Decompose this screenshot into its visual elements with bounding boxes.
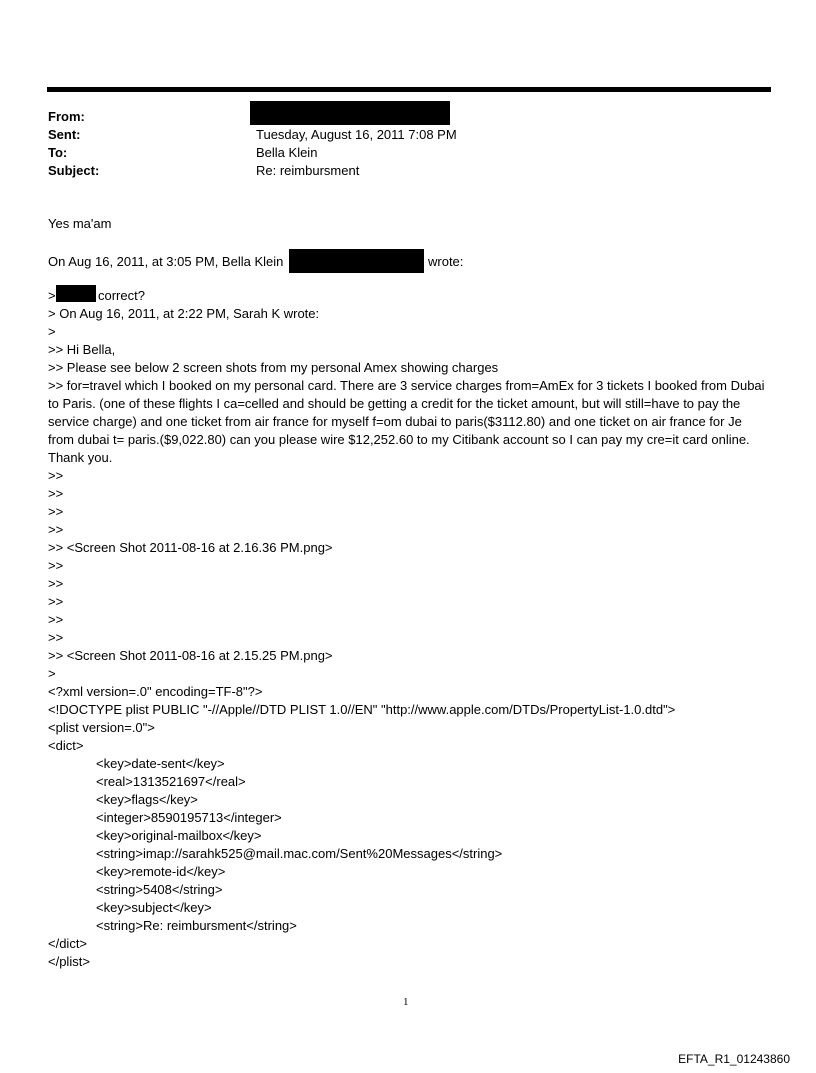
subject-value: Re: reimbursment	[256, 163, 360, 178]
quote-line-correct: correct?	[98, 288, 145, 303]
quote-line: > On Aug 16, 2011, at 2:22 PM, Sarah K wrote:	[48, 306, 320, 321]
quote-line-prefix: >	[48, 288, 56, 303]
header-rule	[47, 87, 771, 92]
from-label: From:	[48, 109, 85, 124]
attachment-line: >> <Screen Shot 2011-08-16 at 2.15.25 PM.png>	[48, 648, 333, 663]
from-redaction	[250, 101, 450, 125]
quote-line: >	[48, 324, 56, 339]
xml-dict-close: </dict>	[48, 936, 88, 951]
quote-line: >>	[48, 630, 64, 645]
quote-line: >>	[48, 594, 64, 609]
quote-intro-after: wrote:	[428, 254, 464, 269]
xml-line: <key>original-mailbox</key>	[96, 828, 262, 843]
attachment-line: >> <Screen Shot 2011-08-16 at 2.16.36 PM.png>	[48, 540, 333, 555]
page-number: 1	[403, 996, 409, 1008]
xml-line: <key>subject</key>	[96, 900, 212, 915]
sent-value: Tuesday, August 16, 2011 7:08 PM	[256, 127, 457, 142]
bates-number: EFTA_R1_01243860	[678, 1052, 790, 1066]
name-redaction	[56, 285, 96, 302]
to-value: Bella Klein	[256, 145, 318, 160]
quote-line: >>	[48, 612, 64, 627]
xml-declaration: <?xml version=.0" encoding=TF-8"?>	[48, 684, 263, 699]
xml-dict-open: <dict>	[48, 738, 84, 753]
quote-line: >>	[48, 558, 64, 573]
xml-line: <string>imap://sarahk525@mail.mac.com/Sent%20Messages</string>	[96, 846, 503, 861]
xml-plist-close: </plist>	[48, 954, 90, 969]
xml-line: <key>remote-id</key>	[96, 864, 226, 879]
quote-line: >>	[48, 468, 64, 483]
xml-plist-open: <plist version=.0">	[48, 720, 155, 735]
xml-doctype: <!DOCTYPE plist PUBLIC "-//Apple//DTD PLIST 1.0//EN" "http://www.apple.com/DTDs/PropertyList-1.0.dtd">	[48, 702, 676, 717]
quote-line: >>	[48, 522, 64, 537]
quote-paragraph: >> for=travel which I booked on my personal card. There are 3 service charges from=AmEx for 3 tickets I booked from Dubai to Paris. (one of these flights I ca=celled and should be getting a credit for the ticket amount, but will still=have to pay the service charge) and one ticket from air france for myself f=om dubai to paris($3112.80) and one ticket on air france for Je from dubai t= paris.($9,022.80) can you please wire $12,252.60 to my Citibank account so I can pay my cre=it card online. Thank you.	[48, 378, 765, 465]
subject-label: Subject:	[48, 163, 100, 178]
xml-line: <string>5408</string>	[96, 882, 223, 897]
email-redaction	[289, 249, 424, 273]
quote-line: >> Hi Bella,	[48, 342, 116, 357]
reply-text: Yes ma'am	[48, 216, 112, 231]
xml-line: <integer>8590195713</integer>	[96, 810, 282, 825]
quote-line: >>	[48, 504, 64, 519]
xml-line: <key>date-sent</key>	[96, 756, 225, 771]
to-label: To:	[48, 145, 68, 160]
sent-label: Sent:	[48, 127, 81, 142]
quote-intro-before: On Aug 16, 2011, at 3:05 PM, Bella Klein	[48, 254, 284, 269]
xml-line: <key>flags</key>	[96, 792, 198, 807]
quote-line: >	[48, 666, 56, 681]
quote-line: >>	[48, 486, 64, 501]
quote-line: >>	[48, 576, 64, 591]
quote-line: >> Please see below 2 screen shots from my personal Amex showing charges	[48, 360, 499, 375]
xml-line: <real>1313521697</real>	[96, 774, 246, 789]
xml-line: <string>Re: reimbursment</string>	[96, 918, 297, 933]
